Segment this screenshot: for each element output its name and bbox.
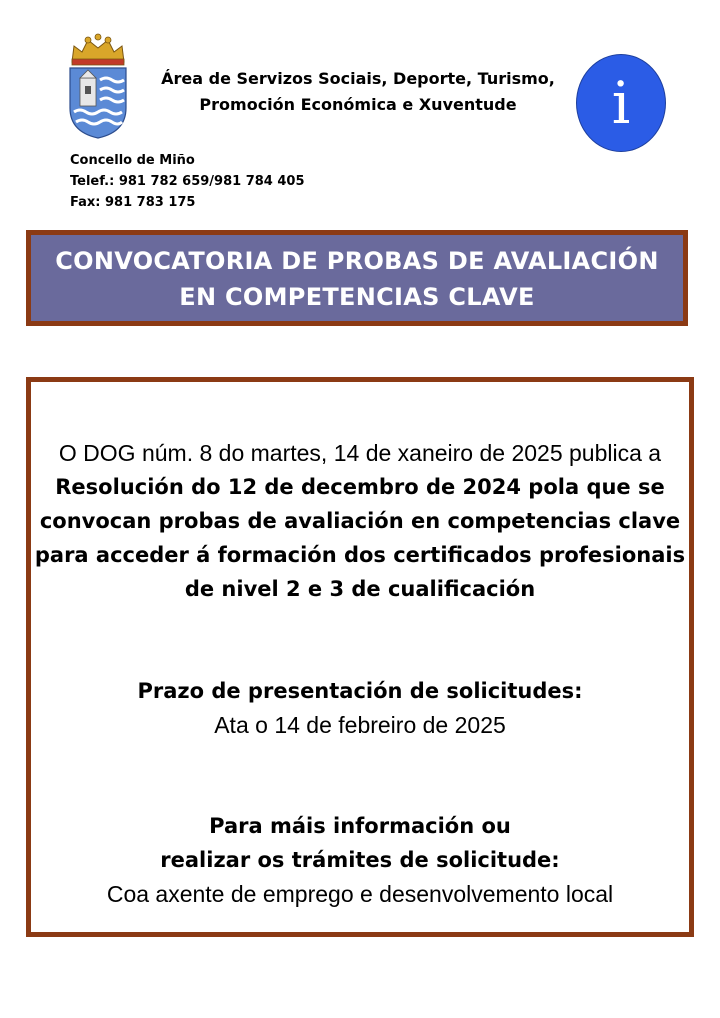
announcement-box (26, 377, 694, 937)
coat-of-arms-icon (66, 32, 130, 140)
info-line-1: Para máis información ou (209, 814, 511, 838)
municipality-name: Concello de Miño (70, 153, 195, 168)
fax-number: Fax: 981 783 175 (70, 195, 196, 210)
info-line-2: realizar os trámites de solicitude: (160, 848, 560, 872)
resolution-line-3: para acceder á formación dos certificados profesionais (34, 543, 686, 567)
department-line-1: Área de Servizos Sociais, Deporte, Turismo, (161, 69, 555, 88)
resolution-line-1: Resolución do 12 de decembro de 2024 pola que se (55, 475, 665, 499)
info-icon (576, 54, 666, 152)
deadline-paragraph (31, 674, 689, 742)
info-paragraph (31, 809, 689, 911)
title-line-1: CONVOCATORIA DE PROBAS DE AVALIACIÓN (55, 247, 659, 275)
contact-block (70, 150, 305, 213)
intro-line: O DOG núm. 8 do martes, 14 de xaneiro de 2025 publica a (58, 440, 662, 466)
info-symbol: i (611, 69, 631, 137)
deadline-value: Ata o 14 de febreiro de 2025 (214, 712, 506, 738)
department-name (138, 66, 578, 118)
resolution-line-2: convocan probas de avaliación en competencias clave (39, 509, 681, 533)
resolution-paragraph (31, 436, 689, 606)
info-contact: Coa axente de emprego e desenvolvemento local (106, 881, 614, 907)
resolution-line-4: de nivel 2 e 3 de cualificación (184, 577, 536, 601)
department-line-2: Promoción Económica e Xuventude (199, 95, 517, 114)
deadline-label: Prazo de presentación de solicitudes: (137, 679, 583, 703)
phone-number: Telef.: 981 782 659/981 784 405 (70, 174, 305, 189)
title-line-2: EN COMPETENCIAS CLAVE (179, 283, 535, 311)
title-banner (26, 230, 688, 326)
